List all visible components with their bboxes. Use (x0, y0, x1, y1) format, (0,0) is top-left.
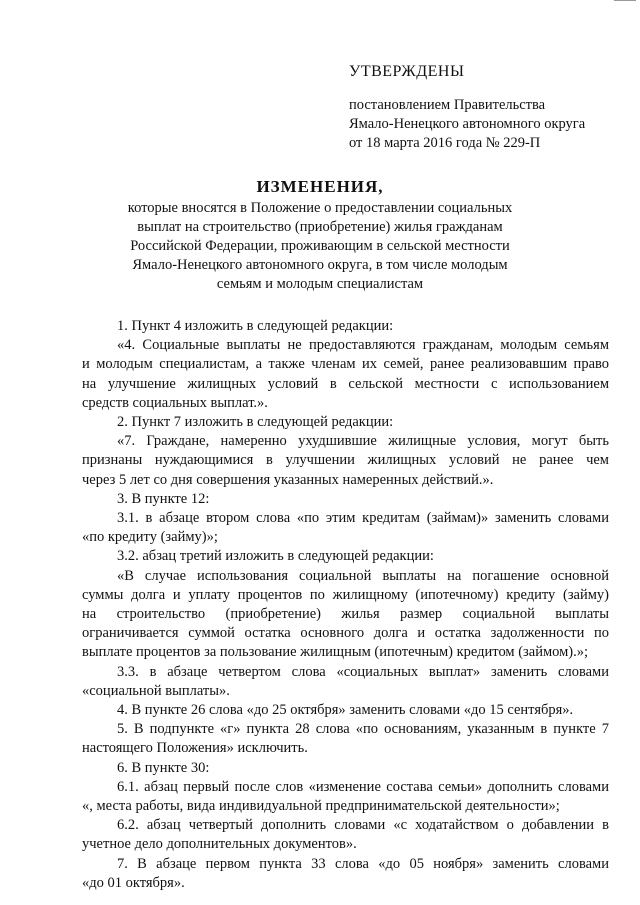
body-line: 2. Пункт 7 изложить в следующей редакции: (117, 414, 394, 431)
body-line: суммы долга и уплату процентов по жилищному (ипотечному) кредиту (займу) (82, 586, 609, 603)
heading-line: семьям и молодым специалистам (216, 276, 424, 292)
body-line: признаны нуждающимися в улучшении жилищных условий не ранее чем (82, 452, 609, 469)
body-line: «4. Социальные выплаты не предоставляются гражданам, молодым семьям (117, 337, 609, 354)
body-line: средств социальных выплат.». (82, 394, 268, 411)
body-line: учетное дело дополнительных документов». (82, 836, 357, 853)
approval-line: Ямало-Ненецкого автономного округа (349, 116, 586, 132)
body-line: 6.1. абзац первый после слов «изменение состава семьи» дополнить словами (117, 778, 609, 795)
body-line: «по кредиту (займу)»; (82, 529, 218, 546)
heading-line: Ямало-Ненецкого автономного округа, в том числе молодым (132, 257, 508, 273)
document-body (82, 317, 609, 893)
body-line: настоящего Положения» исключить. (82, 740, 308, 757)
body-line: 1. Пункт 4 изложить в следующей редакции: (117, 318, 394, 334)
body-line: «до 01 октября». (82, 874, 185, 891)
body-line: 6. В пункте 30: (117, 759, 210, 776)
approval-line: от 18 марта 2016 года № 229-П (349, 135, 541, 151)
body-line: выплате процентов за пользование жилищным (ипотечным) кредитом (займом).»; (82, 644, 589, 661)
body-line: 5. В подпункте «г» пункта 28 слова «по основаниям, указанным в пункте 7 (117, 721, 609, 738)
body-line: 4. В пункте 26 слова «до 25 октября» заменить словами «до 15 сентября». (117, 702, 574, 719)
body-line: 3.3. в абзаце четвертом слова «социальных выплат» заменить словами (117, 663, 609, 680)
approval-block (349, 62, 619, 153)
body-line: на строительство (приобретение) жилья размер социальной выплаты (82, 606, 609, 623)
body-line: ограничивается суммой остатка основного долга и остатка задолженности по (82, 625, 609, 642)
body-line: «В случае использования социальной выплаты на погашение основной (117, 567, 609, 584)
approval-title: УТВЕРЖДЕНЫ (349, 63, 465, 80)
body-line: 6.2. абзац четвертый дополнить словами «с ходатайством о добавлении в (117, 817, 609, 834)
body-line: 3.1. в абзаце втором слова «по этим кредитам (займам)» заменить словами (117, 510, 609, 527)
body-line: 3. В пункте 12: (117, 490, 210, 507)
page-corner-mark (614, 0, 636, 4)
heading-line: Российской Федерации, проживающим в сельской местности (130, 238, 510, 254)
body-line: «социальной выплаты». (82, 682, 230, 699)
body-line: «, места работы, вида индивидуальной предпринимательской деятельности»; (82, 798, 560, 815)
approval-line: постановлением Правительства (349, 97, 546, 113)
heading-line: которые вносятся в Положение о предоставлении социальных (127, 200, 513, 216)
body-line: 3.2. абзац третий изложить в следующей редакции: (117, 548, 434, 565)
body-line: 7. В абзаце первом пункта 33 слова «до 05 ноября» заменить словами (117, 855, 609, 872)
heading-title: ИЗМЕНЕНИЯ, (256, 177, 384, 196)
document-heading (80, 176, 560, 294)
body-line: «7. Граждане, намеренно ухудшившие жилищные условия, могут быть (117, 433, 609, 450)
body-line: через 5 лет со дня совершения указанных намеренных действий.». (82, 471, 494, 488)
body-line: и молодым специалистам, а также членам их семей, ранее реализовавшим право (82, 356, 609, 373)
body-line: на улучшение жилищных условий в сельской местности с использованием (82, 375, 609, 392)
heading-line: выплат на строительство (приобретение) жилья гражданам (137, 219, 503, 235)
